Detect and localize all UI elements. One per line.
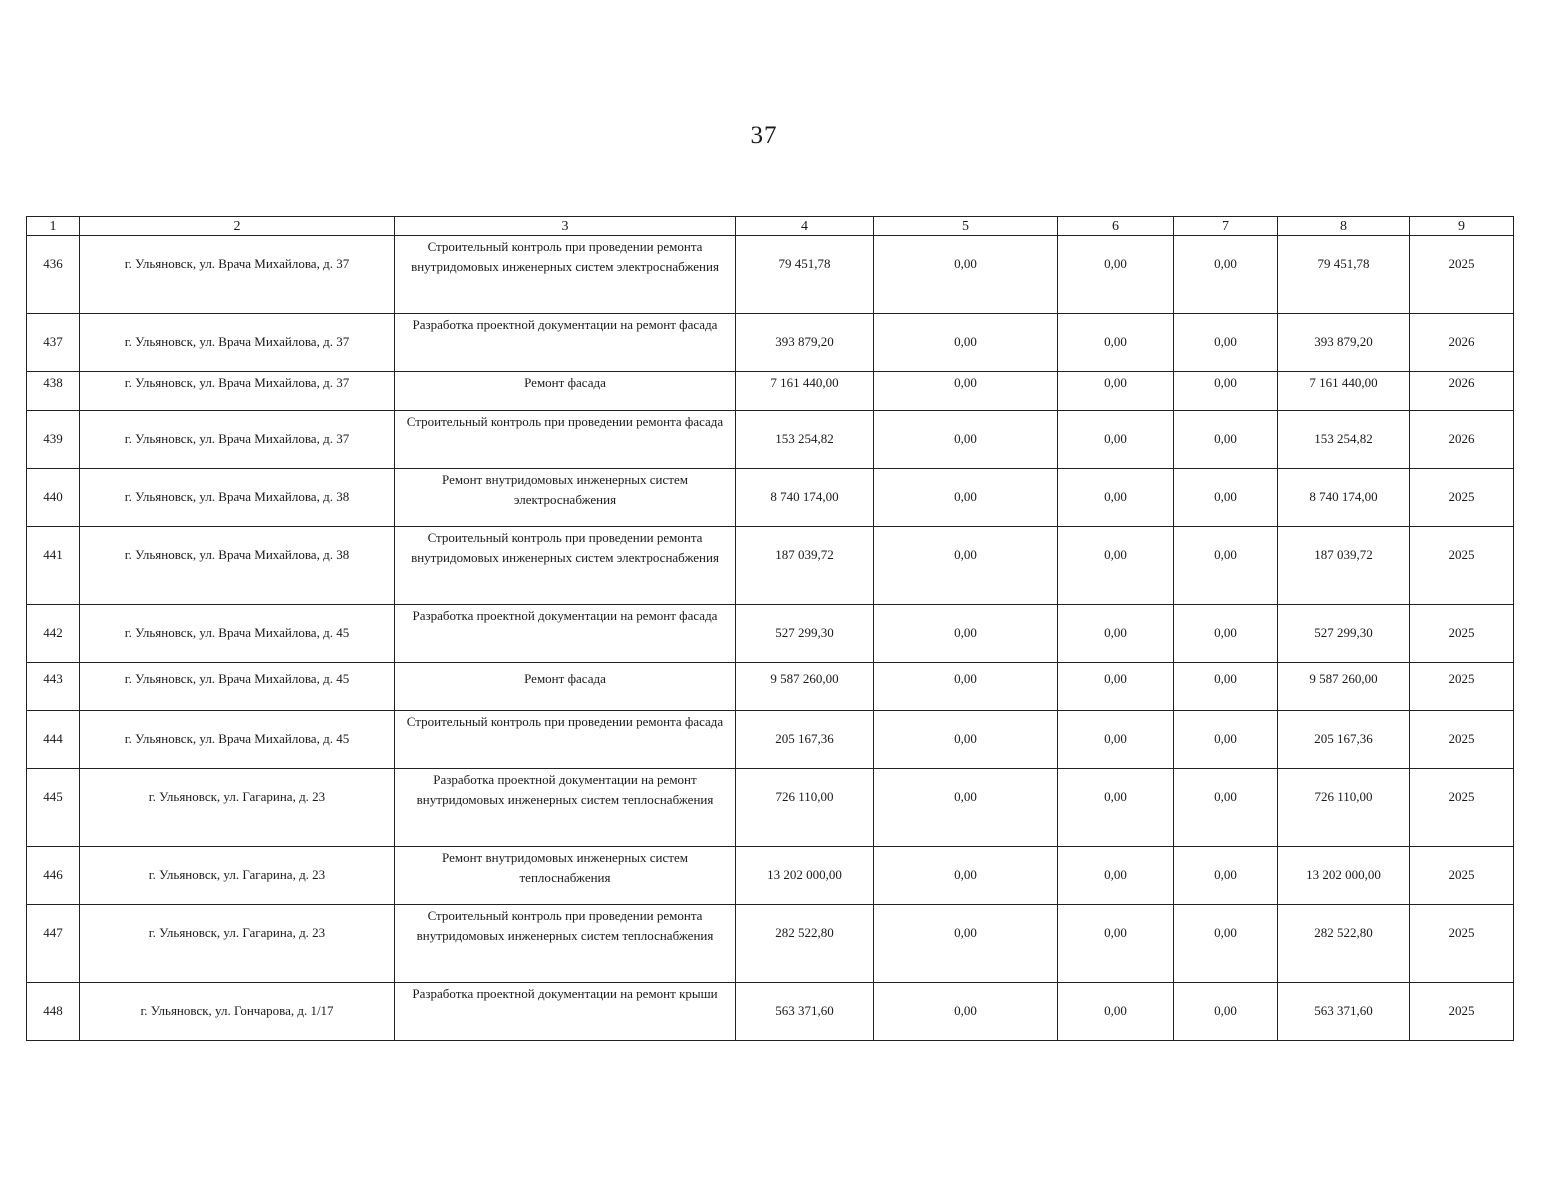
amount-cell: 0,00 [874, 527, 1058, 605]
amount-cell: 187 039,72 [736, 527, 874, 605]
table-row [27, 983, 1514, 1041]
amount-cell: 0,00 [1058, 847, 1174, 905]
amount-cell: 0,00 [1174, 469, 1278, 527]
table-row [27, 847, 1514, 905]
amount-cell: 9 587 260,00 [736, 663, 874, 711]
year-cell: 2025 [1410, 847, 1514, 905]
table-row [27, 769, 1514, 847]
year-cell: 2026 [1410, 411, 1514, 469]
amount-cell: 0,00 [1174, 236, 1278, 314]
column-header: 9 [1410, 217, 1514, 236]
work-type-cell: Разработка проектной документации на ремонт внутридомовых инженерных систем теплоснабжения [395, 769, 736, 847]
amount-cell: 153 254,82 [736, 411, 874, 469]
amount-cell: 0,00 [1058, 605, 1174, 663]
work-type-cell: Строительный контроль при проведении ремонта внутридомовых инженерных систем электроснабжения [395, 236, 736, 314]
amount-cell: 0,00 [1058, 711, 1174, 769]
row-number: 442 [27, 605, 80, 663]
work-type-cell: Разработка проектной документации на ремонт крыши [395, 983, 736, 1041]
amount-cell: 79 451,78 [1278, 236, 1410, 314]
amount-cell: 282 522,80 [736, 905, 874, 983]
year-cell: 2025 [1410, 527, 1514, 605]
row-number: 444 [27, 711, 80, 769]
work-type-cell: Строительный контроль при проведении ремонта фасада [395, 711, 736, 769]
repair-register-table [26, 216, 1514, 1041]
row-number: 438 [27, 372, 80, 411]
work-type-cell: Разработка проектной документации на ремонт фасада [395, 605, 736, 663]
table-row [27, 605, 1514, 663]
amount-cell: 726 110,00 [1278, 769, 1410, 847]
amount-cell: 79 451,78 [736, 236, 874, 314]
amount-cell: 0,00 [874, 469, 1058, 527]
year-cell: 2025 [1410, 769, 1514, 847]
column-header: 6 [1058, 217, 1174, 236]
amount-cell: 0,00 [1174, 983, 1278, 1041]
page-number: 37 [750, 122, 778, 149]
amount-cell: 527 299,30 [1278, 605, 1410, 663]
table-row [27, 711, 1514, 769]
amount-cell: 0,00 [874, 411, 1058, 469]
amount-cell: 187 039,72 [1278, 527, 1410, 605]
amount-cell: 0,00 [1174, 847, 1278, 905]
work-type-cell: Строительный контроль при проведении ремонта фасада [395, 411, 736, 469]
amount-cell: 0,00 [1058, 372, 1174, 411]
row-number: 446 [27, 847, 80, 905]
amount-cell: 0,00 [1174, 769, 1278, 847]
amount-cell: 0,00 [1174, 663, 1278, 711]
amount-cell: 205 167,36 [736, 711, 874, 769]
address-cell: г. Ульяновск, ул. Гончарова, д. 1/17 [80, 983, 395, 1041]
address-cell: г. Ульяновск, ул. Врача Михайлова, д. 37 [80, 372, 395, 411]
amount-cell: 0,00 [874, 711, 1058, 769]
amount-cell: 563 371,60 [1278, 983, 1410, 1041]
table-row [27, 372, 1514, 411]
table-row [27, 236, 1514, 314]
column-number-row [27, 217, 1514, 236]
amount-cell: 282 522,80 [1278, 905, 1410, 983]
row-number: 443 [27, 663, 80, 711]
row-number: 447 [27, 905, 80, 983]
amount-cell: 0,00 [1058, 769, 1174, 847]
column-header: 7 [1174, 217, 1278, 236]
work-type-cell: Строительный контроль при проведении ремонта внутридомовых инженерных систем электроснабжения [395, 527, 736, 605]
column-header: 4 [736, 217, 874, 236]
year-cell: 2025 [1410, 605, 1514, 663]
amount-cell: 0,00 [874, 769, 1058, 847]
row-number: 437 [27, 314, 80, 372]
amount-cell: 0,00 [1058, 411, 1174, 469]
row-number: 440 [27, 469, 80, 527]
amount-cell: 13 202 000,00 [736, 847, 874, 905]
amount-cell: 0,00 [1058, 527, 1174, 605]
amount-cell: 0,00 [1174, 711, 1278, 769]
table-row [27, 905, 1514, 983]
amount-cell: 0,00 [874, 663, 1058, 711]
amount-cell: 0,00 [1174, 314, 1278, 372]
amount-cell: 0,00 [1058, 905, 1174, 983]
year-cell: 2025 [1410, 663, 1514, 711]
column-header: 2 [80, 217, 395, 236]
amount-cell: 0,00 [1058, 236, 1174, 314]
amount-cell: 7 161 440,00 [736, 372, 874, 411]
address-cell: г. Ульяновск, ул. Врача Михайлова, д. 38 [80, 527, 395, 605]
address-cell: г. Ульяновск, ул. Врача Михайлова, д. 37 [80, 314, 395, 372]
year-cell: 2026 [1410, 314, 1514, 372]
column-header: 3 [395, 217, 736, 236]
amount-cell: 0,00 [1174, 905, 1278, 983]
amount-cell: 205 167,36 [1278, 711, 1410, 769]
amount-cell: 393 879,20 [1278, 314, 1410, 372]
amount-cell: 0,00 [874, 605, 1058, 663]
table-row [27, 527, 1514, 605]
amount-cell: 0,00 [874, 905, 1058, 983]
column-header: 8 [1278, 217, 1410, 236]
amount-cell: 0,00 [874, 314, 1058, 372]
year-cell: 2026 [1410, 372, 1514, 411]
table-row [27, 663, 1514, 711]
table-row [27, 314, 1514, 372]
amount-cell: 7 161 440,00 [1278, 372, 1410, 411]
address-cell: г. Ульяновск, ул. Врача Михайлова, д. 45 [80, 711, 395, 769]
year-cell: 2025 [1410, 469, 1514, 527]
table-row [27, 411, 1514, 469]
column-header: 5 [874, 217, 1058, 236]
row-number: 436 [27, 236, 80, 314]
amount-cell: 0,00 [1058, 469, 1174, 527]
amount-cell: 0,00 [874, 983, 1058, 1041]
work-type-cell: Ремонт внутридомовых инженерных систем электроснабжения [395, 469, 736, 527]
amount-cell: 726 110,00 [736, 769, 874, 847]
amount-cell: 13 202 000,00 [1278, 847, 1410, 905]
work-type-cell: Строительный контроль при проведении ремонта внутридомовых инженерных систем теплоснабжения [395, 905, 736, 983]
amount-cell: 527 299,30 [736, 605, 874, 663]
address-cell: г. Ульяновск, ул. Врача Михайлова, д. 45 [80, 663, 395, 711]
address-cell: г. Ульяновск, ул. Гагарина, д. 23 [80, 769, 395, 847]
table-body [27, 236, 1514, 1041]
address-cell: г. Ульяновск, ул. Врача Михайлова, д. 37 [80, 411, 395, 469]
year-cell: 2025 [1410, 236, 1514, 314]
amount-cell: 8 740 174,00 [1278, 469, 1410, 527]
work-type-cell: Ремонт фасада [395, 372, 736, 411]
amount-cell: 0,00 [1058, 663, 1174, 711]
address-cell: г. Ульяновск, ул. Врача Михайлова, д. 37 [80, 236, 395, 314]
amount-cell: 0,00 [1174, 411, 1278, 469]
year-cell: 2025 [1410, 905, 1514, 983]
amount-cell: 0,00 [1174, 605, 1278, 663]
amount-cell: 0,00 [1174, 527, 1278, 605]
amount-cell: 0,00 [874, 372, 1058, 411]
address-cell: г. Ульяновск, ул. Врача Михайлова, д. 38 [80, 469, 395, 527]
amount-cell: 0,00 [1058, 983, 1174, 1041]
amount-cell: 0,00 [1058, 314, 1174, 372]
amount-cell: 0,00 [1174, 372, 1278, 411]
amount-cell: 0,00 [874, 847, 1058, 905]
work-type-cell: Разработка проектной документации на ремонт фасада [395, 314, 736, 372]
address-cell: г. Ульяновск, ул. Врача Михайлова, д. 45 [80, 605, 395, 663]
amount-cell: 563 371,60 [736, 983, 874, 1041]
column-header: 1 [27, 217, 80, 236]
work-type-cell: Ремонт фасада [395, 663, 736, 711]
amount-cell: 9 587 260,00 [1278, 663, 1410, 711]
amount-cell: 8 740 174,00 [736, 469, 874, 527]
year-cell: 2025 [1410, 711, 1514, 769]
row-number: 448 [27, 983, 80, 1041]
work-type-cell: Ремонт внутридомовых инженерных систем теплоснабжения [395, 847, 736, 905]
amount-cell: 153 254,82 [1278, 411, 1410, 469]
row-number: 441 [27, 527, 80, 605]
year-cell: 2025 [1410, 983, 1514, 1041]
address-cell: г. Ульяновск, ул. Гагарина, д. 23 [80, 905, 395, 983]
row-number: 439 [27, 411, 80, 469]
row-number: 445 [27, 769, 80, 847]
amount-cell: 393 879,20 [736, 314, 874, 372]
amount-cell: 0,00 [874, 236, 1058, 314]
table-row [27, 469, 1514, 527]
address-cell: г. Ульяновск, ул. Гагарина, д. 23 [80, 847, 395, 905]
